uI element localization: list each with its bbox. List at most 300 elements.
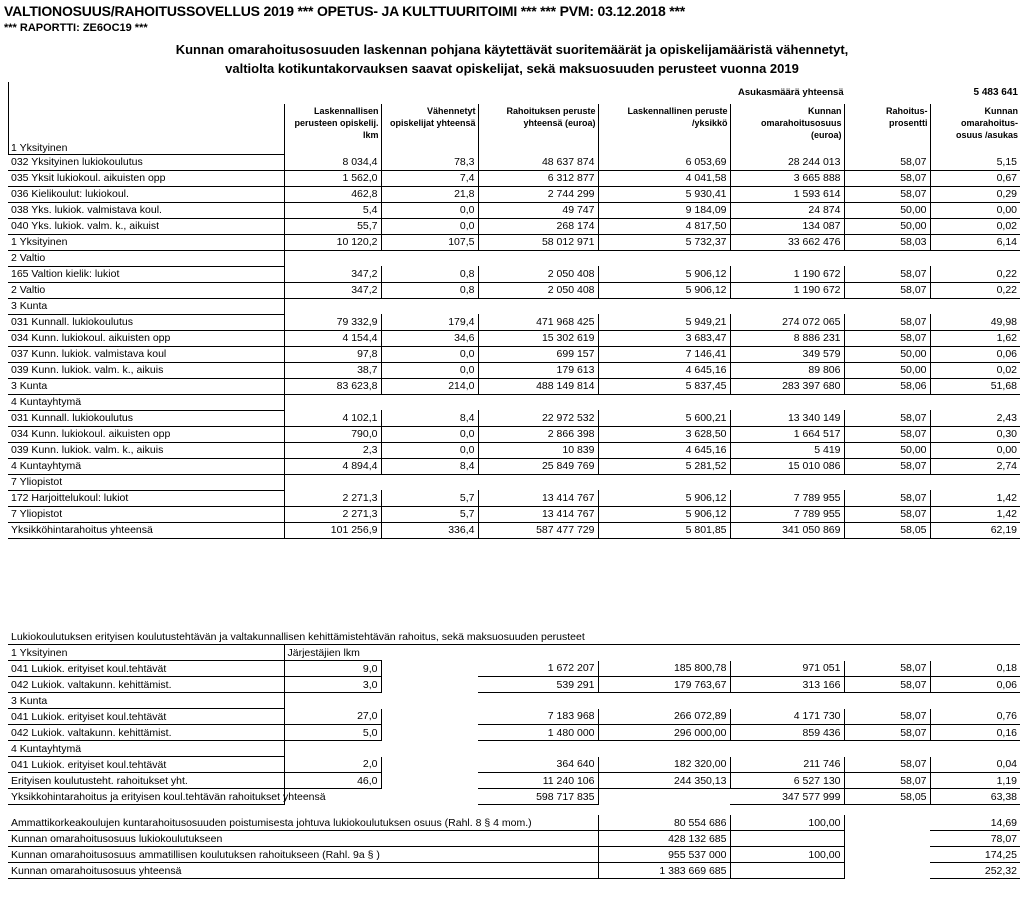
cell-c6: 58,06: [844, 378, 930, 394]
cell-c5: 7 789 955: [730, 490, 844, 506]
cell-c4: 266 072,89: [598, 709, 730, 725]
cell-c4: 5 906,12: [598, 490, 730, 506]
cell-c3: 25 849 769: [478, 458, 598, 474]
cell-c5: 80 554 686: [598, 815, 730, 831]
cell-c6: [730, 863, 844, 879]
cell-c5: 347 577 999: [730, 789, 844, 805]
empty-cell: [930, 394, 1020, 410]
group-header-row: [8, 250, 1020, 266]
report-title: VALTIONOSUUS/RAHOITUSSOVELLUS 2019 *** OPETUS- JA KULTTUURITOIMI *** *** PVM: 03.12.2018 ***: [4, 3, 685, 19]
cell-c2: 0,0: [381, 362, 478, 378]
cell-c5: 971 051: [730, 661, 844, 677]
table-row: [8, 661, 1020, 677]
row-label: 039 Kunn. lukiok. valm. k., aikuis: [8, 362, 284, 378]
cell-c1: 4 154,4: [284, 330, 381, 346]
table-row: [8, 725, 1020, 741]
cell-c3: 587 477 729: [478, 522, 598, 538]
row-label: 042 Lukiok. valtakunn. kehittämist.: [8, 677, 284, 693]
table-row: [8, 330, 1020, 346]
cell-c7: 1,42: [930, 490, 1020, 506]
cell-c6: 58,07: [844, 725, 930, 741]
summary-row: [8, 863, 1020, 879]
row-label: 040 Yks. lukiok. valm. k., aikuist: [8, 218, 284, 234]
column-header: Rahoituksen peruste yhteensä (euroa): [478, 104, 598, 154]
cell-c7: 0,67: [930, 170, 1020, 186]
cell-c5: 349 579: [730, 346, 844, 362]
cell-c6: 50,00: [844, 218, 930, 234]
cell-c2: 5,7: [381, 490, 478, 506]
cell-c3: 6 312 877: [478, 170, 598, 186]
table-row: [8, 789, 1020, 805]
cell-c3: 488 149 814: [478, 378, 598, 394]
cell-c6: 50,00: [844, 202, 930, 218]
cell-c6: 58,07: [844, 506, 930, 522]
table-row: [8, 378, 1020, 394]
cell-c5: 1 593 614: [730, 186, 844, 202]
group-header-row: [8, 394, 1020, 410]
cell-c2: [381, 773, 478, 789]
empty-cell: [381, 474, 478, 490]
cell-c2: 0,0: [381, 218, 478, 234]
empty-cell: [478, 250, 598, 266]
group-header: 2 Valtio: [8, 250, 284, 266]
cell-c2: 21,8: [381, 186, 478, 202]
cell-c6: 58,05: [844, 522, 930, 538]
cell-c2: 8,4: [381, 458, 478, 474]
cell-c6: 58,07: [844, 709, 930, 725]
table-row: [8, 757, 1020, 773]
section-title: Lukiokoulutuksen erityisen koulutustehtävän ja valtakunnallisen kehittämistehtävän rahoitus, sekä maksuosuuden perusteet: [8, 629, 1020, 645]
cell-c4: 7 146,41: [598, 346, 730, 362]
row-label: 041 Lukiok. erityiset koul.tehtävät: [8, 709, 284, 725]
cell-c5: 13 340 149: [730, 410, 844, 426]
special-tasks-table: [8, 629, 1020, 805]
empty-cell: [730, 394, 844, 410]
empty-cell: [284, 394, 381, 410]
cell-c7: 0,02: [930, 362, 1020, 378]
table-row: [8, 186, 1020, 202]
cell-c3: 7 183 968: [478, 709, 598, 725]
cell-c3: 13 414 767: [478, 506, 598, 522]
group-header-row: [8, 474, 1020, 490]
cell-c7: 0,06: [930, 346, 1020, 362]
table-row: [8, 426, 1020, 442]
cell-c3: 364 640: [478, 757, 598, 773]
table-row: [8, 234, 1020, 250]
empty-cell: [598, 693, 730, 709]
cell-c2: 0,8: [381, 266, 478, 282]
cell-c1: 1 562,0: [284, 170, 381, 186]
cell-c5: 955 537 000: [598, 847, 730, 863]
group-header: 4 Kuntayhtymä: [8, 741, 284, 757]
table-row: [8, 442, 1020, 458]
cell-c7: 49,98: [930, 314, 1020, 330]
cell-c1: 10 120,2: [284, 234, 381, 250]
table-row: [8, 458, 1020, 474]
empty-cell: [930, 693, 1020, 709]
empty-cell: [478, 474, 598, 490]
cell-c4: 4 817,50: [598, 218, 730, 234]
row-label: 032 Yksityinen lukiokoulutus: [8, 154, 284, 170]
column-header: Laskennallinen peruste /yksikkö: [598, 104, 730, 154]
cell-c6: 58,07: [844, 282, 930, 298]
row-label: 165 Valtion kielik: lukiot: [8, 266, 284, 282]
cell-c5: 283 397 680: [730, 378, 844, 394]
empty-cell: [930, 474, 1020, 490]
cell-c2: 8,4: [381, 410, 478, 426]
cell-c7: 62,19: [930, 522, 1020, 538]
cell-c6: 58,07: [844, 186, 930, 202]
cell-c3: 13 414 767: [478, 490, 598, 506]
cell-c2: [381, 677, 478, 693]
cell-c3: 539 291: [478, 677, 598, 693]
empty-cell: [284, 693, 381, 709]
report-id: *** RAPORTTI: ZE6OC19 ***: [4, 22, 148, 34]
cell-c4: 5 906,12: [598, 282, 730, 298]
row-label: Kunnan omarahoitusosuus ammatillisen koulutuksen rahoitukseen (Rahl. 9a § ): [8, 847, 598, 863]
row-label: Kunnan omarahoitusosuus yhteensä: [8, 863, 598, 879]
table-row: [8, 773, 1020, 789]
cell-c4: 5 906,12: [598, 266, 730, 282]
cell-c5: 15 010 086: [730, 458, 844, 474]
cell-c6: 58,07: [844, 426, 930, 442]
cell-c5: 5 419: [730, 442, 844, 458]
cell-c2: 78,3: [381, 154, 478, 170]
cell-c1: 5,0: [284, 725, 381, 741]
cell-c7: 0,06: [930, 677, 1020, 693]
cell-c6: 50,00: [844, 442, 930, 458]
group-header-row: [8, 741, 1020, 757]
cell-c4: 5 281,52: [598, 458, 730, 474]
row-label: 035 Yksit lukiokoul. aikuisten opp: [8, 170, 284, 186]
row-label: 3 Kunta: [8, 378, 284, 394]
row-label: 034 Kunn. lukiokoul. aikuisten opp: [8, 426, 284, 442]
cell-c5: 428 132 685: [598, 831, 730, 847]
cell-c1: 347,2: [284, 266, 381, 282]
table-row: [8, 282, 1020, 298]
cell-c5: 4 171 730: [730, 709, 844, 725]
empty-cell: [598, 741, 730, 757]
empty-cell: [730, 250, 844, 266]
cell-c1: 101 256,9: [284, 522, 381, 538]
cell-c5: 24 874: [730, 202, 844, 218]
empty-cell: [598, 394, 730, 410]
table-row: [8, 202, 1020, 218]
cell-c6: [730, 831, 844, 847]
row-label: 039 Kunn. lukiok. valm. k., aikuis: [8, 442, 284, 458]
cell-c6: 58,05: [844, 789, 930, 805]
empty-cell: [730, 693, 844, 709]
cell-c6: 100,00: [730, 847, 844, 863]
empty-cell: [478, 693, 598, 709]
empty-cell: [598, 298, 730, 314]
table-row: [8, 410, 1020, 426]
cell-c6: 58,07: [844, 490, 930, 506]
cell-c4: 9 184,09: [598, 202, 730, 218]
cell-c5: 1 664 517: [730, 426, 844, 442]
cell-c2: [381, 757, 478, 773]
cell-c7: 0,18: [930, 661, 1020, 677]
cell-c3: 15 302 619: [478, 330, 598, 346]
cell-c1: 2 271,3: [284, 506, 381, 522]
cell-c2: [381, 789, 478, 805]
cell-c1: 2,3: [284, 442, 381, 458]
row-label: Erityisen koulutusteht. rahoitukset yht.: [8, 773, 284, 789]
cell-c3: 11 240 106: [478, 773, 598, 789]
cell-c2: 0,0: [381, 346, 478, 362]
cell-c6: 58,07: [844, 330, 930, 346]
cell-c2: 7,4: [381, 170, 478, 186]
cell-c3: 2 744 299: [478, 186, 598, 202]
group-header: 3 Kunta: [8, 693, 284, 709]
cell-c7: 0,29: [930, 186, 1020, 202]
row-label: 031 Kunnall. lukiokoulutus: [8, 314, 284, 330]
cell-c3: 2 050 408: [478, 282, 598, 298]
cell-c2: [381, 709, 478, 725]
population-value: 5 483 641: [973, 87, 1018, 98]
cell-c5: 859 436: [730, 725, 844, 741]
empty-cell: [844, 741, 930, 757]
row-label: 172 Harjoittelukoul: lukiot: [8, 490, 284, 506]
cell-c4: [598, 789, 730, 805]
cell-c2: 0,0: [381, 202, 478, 218]
empty-cell: [478, 394, 598, 410]
column-header: Rahoitus- prosentti: [844, 104, 930, 154]
cell-c4: 4 041,58: [598, 170, 730, 186]
group-header: 4 Kuntayhtymä: [8, 394, 284, 410]
cell-c1: 462,8: [284, 186, 381, 202]
empty-cell: [730, 298, 844, 314]
cell-c5: 1 190 672: [730, 282, 844, 298]
cell-c4: 5 837,45: [598, 378, 730, 394]
empty-cell: [844, 250, 930, 266]
empty-cell: [844, 693, 930, 709]
empty-cell: [598, 474, 730, 490]
report-heading-line2: valtiolta kotikuntakorvauksen saavat opiskelijat, sekä maksuosuuden perusteet vuonna 2019: [225, 61, 799, 76]
cell-c5: 28 244 013: [730, 154, 844, 170]
empty-cell: [844, 298, 930, 314]
empty-cell: [381, 298, 478, 314]
cell-c1: 55,7: [284, 218, 381, 234]
cell-c2: 34,6: [381, 330, 478, 346]
cell-c6: 100,00: [730, 815, 844, 831]
cell-c7: 174,25: [930, 847, 1020, 863]
cell-c3: 179 613: [478, 362, 598, 378]
cell-c2: 107,5: [381, 234, 478, 250]
cell-c2: 0,8: [381, 282, 478, 298]
cell-c3: 2 866 398: [478, 426, 598, 442]
cell-c5: 1 190 672: [730, 266, 844, 282]
cell-c3: 268 174: [478, 218, 598, 234]
cell-c7: 0,30: [930, 426, 1020, 442]
cell-c5: 7 789 955: [730, 506, 844, 522]
cell-c7: 252,32: [930, 863, 1020, 879]
cell-c7: 2,74: [930, 458, 1020, 474]
cell-c1: 2,0: [284, 757, 381, 773]
group-header: 7 Yliopistot: [8, 474, 284, 490]
cell-c7: 78,07: [930, 831, 1020, 847]
cell-c1: 4 102,1: [284, 410, 381, 426]
cell-c5: 6 527 130: [730, 773, 844, 789]
cell-c1: 3,0: [284, 677, 381, 693]
row-label: Kunnan omarahoitusosuus lukiokoulutukseen: [8, 831, 598, 847]
cell-c4: 179 763,67: [598, 677, 730, 693]
table-row: [8, 314, 1020, 330]
cell-c1: 8 034,4: [284, 154, 381, 170]
cell-c1: 46,0: [284, 773, 381, 789]
row-label: 034 Kunn. lukiokoul. aikuisten opp: [8, 330, 284, 346]
cell-c6: 58,07: [844, 410, 930, 426]
empty-cell: [844, 831, 930, 847]
empty-cell: [598, 250, 730, 266]
section-title-row: [8, 629, 1020, 645]
cell-c4: 5 930,41: [598, 186, 730, 202]
table-row: [8, 709, 1020, 725]
cell-c5: 134 087: [730, 218, 844, 234]
cell-c2: [381, 725, 478, 741]
row-label: 037 Kunn. lukiok. valmistava koul: [8, 346, 284, 362]
empty-cell: [284, 298, 381, 314]
summary-row: [8, 815, 1020, 831]
cell-c3: 471 968 425: [478, 314, 598, 330]
table-row: [8, 218, 1020, 234]
column-header: Vähennetyt opiskelijat yhteensä: [381, 104, 478, 154]
row-label: 041 Lukiok. erityiset koul.tehtävät: [8, 661, 284, 677]
cell-c6: 58,07: [844, 154, 930, 170]
population-label: Asukasmäärä yhteensä: [738, 87, 844, 98]
summary-row: [8, 847, 1020, 863]
empty-cell: [478, 298, 598, 314]
cell-c1: 2 271,3: [284, 490, 381, 506]
cell-c5: 313 166: [730, 677, 844, 693]
cell-c4: 5 600,21: [598, 410, 730, 426]
cell-c3: 598 717 835: [478, 789, 598, 805]
cell-c1: 27,0: [284, 709, 381, 725]
cell-c4: 5 949,21: [598, 314, 730, 330]
row-label: 041 Lukiok. erityiset koul.tehtävät: [8, 757, 284, 773]
cell-c7: 1,19: [930, 773, 1020, 789]
column-header: Kunnan omarahoitus- osuus /asukas: [955, 106, 1018, 140]
row-label: Yksikkohintarahoitus ja erityisen koul.tehtävän rahoitukset yhteensä: [8, 789, 284, 805]
empty-cell: [284, 741, 381, 757]
empty-cell: [730, 741, 844, 757]
subheader-count-label: Järjestäjien lkm: [284, 645, 381, 661]
cell-c2: 0,0: [381, 426, 478, 442]
column-header: Kunnan omarahoitusosuus (euroa): [730, 104, 844, 154]
empty-cell: [730, 474, 844, 490]
cell-c5: 211 746: [730, 757, 844, 773]
summary-row: [8, 831, 1020, 847]
cell-c4: 185 800,78: [598, 661, 730, 677]
cell-c1: 9,0: [284, 661, 381, 677]
cell-c4: 6 053,69: [598, 154, 730, 170]
cell-c4: 5 801,85: [598, 522, 730, 538]
cell-c7: 0,00: [930, 202, 1020, 218]
cell-c6: 58,07: [844, 773, 930, 789]
cell-c7: 1,42: [930, 506, 1020, 522]
cell-c7: 0,76: [930, 709, 1020, 725]
row-label: 036 Kielikoulut: lukiokoul.: [8, 186, 284, 202]
cell-c7: 63,38: [930, 789, 1020, 805]
row-label: 7 Yliopistot: [8, 506, 284, 522]
cell-c3: 22 972 532: [478, 410, 598, 426]
empty-cell: [844, 474, 930, 490]
cell-c1: 5,4: [284, 202, 381, 218]
cell-c4: 5 906,12: [598, 506, 730, 522]
cell-c6: 50,00: [844, 362, 930, 378]
cell-c5: 89 806: [730, 362, 844, 378]
table-row: [8, 154, 1020, 170]
group-header: 3 Kunta: [8, 298, 284, 314]
empty-cell: [381, 741, 478, 757]
cell-c1: 83 623,8: [284, 378, 381, 394]
table-header-row: [8, 104, 1020, 154]
cell-c3: 58 012 971: [478, 234, 598, 250]
cell-c1: 38,7: [284, 362, 381, 378]
row-label: 4 Kuntayhtymä: [8, 458, 284, 474]
section-subheader-row: [8, 645, 1020, 661]
group-header-row: [8, 693, 1020, 709]
cell-c6: 58,07: [844, 677, 930, 693]
column-header-category: 1 Yksityinen: [8, 104, 284, 154]
table-row: [8, 677, 1020, 693]
cell-c7: 0,22: [930, 282, 1020, 298]
empty-cell: [381, 394, 478, 410]
cell-c2: 336,4: [381, 522, 478, 538]
empty-cell: [478, 741, 598, 757]
summary-table: [8, 815, 1020, 879]
cell-c1: 97,8: [284, 346, 381, 362]
cell-c7: 2,43: [930, 410, 1020, 426]
empty-cell: [844, 863, 930, 879]
table-row: [8, 522, 1020, 538]
cell-c5: 341 050 869: [730, 522, 844, 538]
empty-cell: [284, 250, 381, 266]
row-label: 042 Lukiok. valtakunn. kehittämist.: [8, 725, 284, 741]
row-label: Yksikköhintarahoitus yhteensä: [8, 522, 284, 538]
empty-cell: [381, 250, 478, 266]
cell-c3: 2 050 408: [478, 266, 598, 282]
table-row: [8, 506, 1020, 522]
row-label: Ammattikorkeakoulujen kuntarahoitusosuuden poistumisesta johtuva lukiokoulutuksen osuus (Rahl. 8 § 4 mom.): [8, 815, 598, 831]
cell-c7: 1,62: [930, 330, 1020, 346]
cell-c2: 5,7: [381, 506, 478, 522]
cell-c5: 1 383 669 685: [598, 863, 730, 879]
cell-c6: 58,07: [844, 266, 930, 282]
table-row: [8, 170, 1020, 186]
cell-c3: 49 747: [478, 202, 598, 218]
empty-cell: [284, 474, 381, 490]
empty-cell: [844, 815, 930, 831]
cell-c5: 274 072 065: [730, 314, 844, 330]
cell-c1: 79 332,9: [284, 314, 381, 330]
cell-c5: 3 665 888: [730, 170, 844, 186]
group-header-row: [8, 298, 1020, 314]
cell-c6: 58,07: [844, 757, 930, 773]
cell-c5: 8 886 231: [730, 330, 844, 346]
cell-c6: 58,07: [844, 314, 930, 330]
cell-c2: 0,0: [381, 442, 478, 458]
cell-c3: 48 637 874: [478, 154, 598, 170]
subheader-category: 1 Yksityinen: [8, 645, 284, 661]
cell-c6: 58,07: [844, 661, 930, 677]
cell-c6: 50,00: [844, 346, 930, 362]
main-table: [8, 104, 1020, 539]
table-row: [8, 346, 1020, 362]
cell-c6: 58,03: [844, 234, 930, 250]
cell-c7: 5,15: [930, 154, 1020, 170]
cell-c4: 296 000,00: [598, 725, 730, 741]
